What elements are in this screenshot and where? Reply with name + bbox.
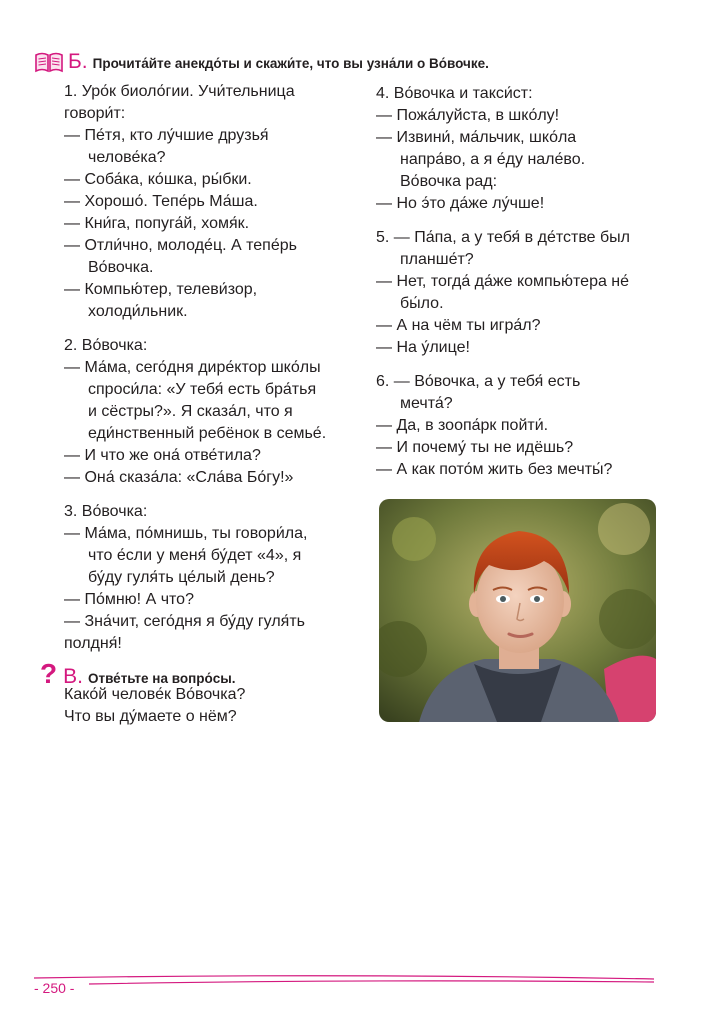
- joke-line: холоди́льник.: [88, 303, 188, 320]
- joke-line: — По́мню! А что?: [64, 591, 194, 608]
- page-number: - 250 -: [34, 980, 75, 996]
- section-b-letter: Б.: [68, 50, 88, 73]
- right-column: [376, 83, 676, 481]
- joke-line: челове́ка?: [88, 149, 166, 166]
- joke-line: — Отли́чно, молоде́ц. А тепе́рь: [64, 237, 297, 254]
- left-column: [64, 81, 364, 655]
- joke-line: — Извини́, ма́льчик, шко́ла: [376, 129, 577, 146]
- joke-line: 3. Во́вочка:: [64, 503, 148, 520]
- joke-line: что е́сли у меня́ бу́дет «4», я: [88, 547, 302, 564]
- joke-line: — И что же она́ отве́тила?: [64, 447, 261, 464]
- section-b-heading: [34, 50, 489, 74]
- section-v-instruction: Отве́тьте на вопро́сы.: [87, 671, 236, 686]
- joke-line: Во́вочка.: [88, 259, 154, 276]
- joke-line: 1. Уро́к биоло́гии. Учи́тельница: [64, 83, 295, 100]
- section-v-letter: В.: [63, 665, 83, 688]
- joke-line: — А как пото́м жить без мечты́?: [376, 461, 613, 478]
- joke-2: [64, 335, 364, 489]
- joke-line: напра́во, а я е́ду нале́во.: [400, 151, 586, 168]
- joke-line: 4. Во́вочка и такси́ст:: [376, 85, 533, 102]
- joke-line: 6. — Во́вочка, а у тебя́ есть: [376, 373, 581, 390]
- joke-line: — Ма́ма, сего́дня дире́ктор шко́лы: [64, 359, 321, 376]
- joke-line: — Кни́га, попуга́й, хомя́к.: [64, 215, 250, 232]
- joke-line: — Соба́ка, ко́шка, ры́бки.: [64, 171, 252, 188]
- joke-line: говори́т:: [64, 105, 126, 122]
- joke-line: — Да, в зоопа́рк пойти́.: [376, 417, 549, 434]
- joke-line: бу́ду гуля́ть це́лый день?: [88, 569, 275, 586]
- joke-line: — Пожа́луйста, в шко́лу!: [376, 107, 560, 124]
- joke-1: [64, 81, 364, 323]
- joke-line: планше́т?: [400, 251, 474, 268]
- joke-line: и сёстры?». Я сказа́л, что я: [88, 403, 293, 420]
- joke-line: — Но э́то да́же лу́чше!: [376, 195, 545, 212]
- joke-line: бы́ло.: [400, 295, 444, 312]
- joke-line: — На у́лице!: [376, 339, 470, 356]
- joke-line: Во́вочка рад:: [400, 173, 498, 190]
- joke-6: [376, 371, 676, 481]
- joke-line: — И почему́ ты не идёшь?: [376, 439, 574, 456]
- joke-line: — Нет, тогда́ да́же компью́тера не́: [376, 273, 630, 290]
- joke-4: [376, 83, 676, 215]
- section-v-questions: [64, 684, 364, 728]
- joke-line: — Она́ сказа́ла: «Сла́ва Бо́гу!»: [64, 469, 294, 486]
- joke-line: — Ма́ма, по́мнишь, ты говори́ла,: [64, 525, 308, 542]
- question-mark-icon: ?: [40, 658, 58, 689]
- joke-3: [64, 501, 364, 655]
- joke-line: мечта́?: [400, 395, 453, 412]
- joke-line: спроси́ла: «У тебя́ есть бра́тья: [88, 381, 317, 398]
- question-line: Что вы ду́маете о нём?: [64, 708, 237, 725]
- joke-line: — Зна́чит, сего́дня я бу́ду гуля́ть: [64, 613, 305, 630]
- footer-decoration: [34, 970, 656, 992]
- joke-line: еди́нственный ребёнок в семье́.: [88, 425, 327, 442]
- open-book-icon: [34, 51, 64, 73]
- joke-5: [376, 227, 676, 359]
- question-line: Како́й челове́к Во́вочка?: [64, 686, 246, 703]
- joke-line: — А на чём ты игра́л?: [376, 317, 541, 334]
- boy-photo: [379, 499, 656, 722]
- joke-line: — Пе́тя, кто лу́чшие друзья́: [64, 127, 269, 144]
- joke-line: — Хорошо́. Тепе́рь Ма́ша.: [64, 193, 258, 210]
- joke-line: 5. — Па́па, а у тебя́ в де́тстве был: [376, 229, 630, 246]
- joke-line: — Компью́тер, телеви́зор,: [64, 281, 258, 298]
- section-b-instruction: Прочита́йте анекдо́ты и скажи́те, что вы узна́ли о Во́вочке.: [92, 56, 489, 71]
- joke-line: 2. Во́вочка:: [64, 337, 148, 354]
- joke-line: полдня́!: [64, 635, 122, 652]
